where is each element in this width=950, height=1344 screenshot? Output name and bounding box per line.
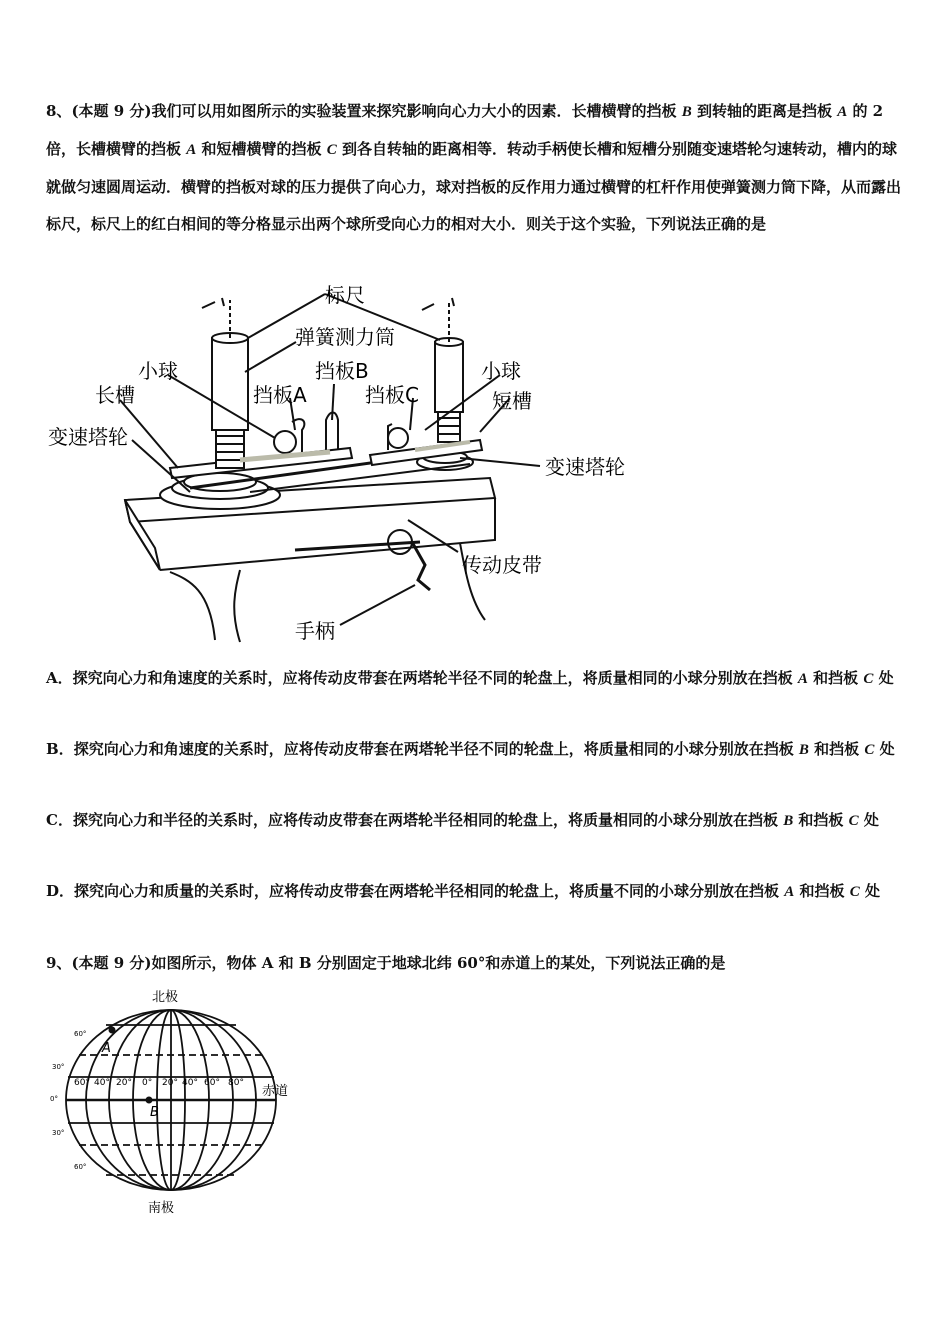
stem-text: 我们可以用如图所示的实验装置来探究影响向心力大小的因素．长槽横臂的挡板 bbox=[151, 102, 682, 120]
label-xiaoqiu-left: 小球 bbox=[138, 359, 178, 383]
option-text: ．探究向心力和角速度的关系时，应将传动皮带套在两塔轮半径不同的轮盘上，将质量相同的小球分别放在挡板 bbox=[58, 740, 799, 758]
option-text: 和挡板 bbox=[794, 882, 850, 900]
label-changcao: 长槽 bbox=[95, 383, 135, 407]
option-letter: B bbox=[46, 740, 59, 758]
label-lon-60e: 60° bbox=[204, 1078, 220, 1088]
label-lon-40e: 40° bbox=[182, 1078, 198, 1088]
option-text: 处 bbox=[859, 882, 880, 900]
label-talun-right: 变速塔轮 bbox=[545, 455, 625, 479]
label-lon-80e: 80° bbox=[228, 1078, 244, 1088]
label-north: 北极 bbox=[152, 990, 179, 1005]
label-lon-0: 0° bbox=[142, 1078, 153, 1088]
label-lat30s: 30° bbox=[52, 1129, 65, 1137]
label-shoubing: 手柄 bbox=[295, 619, 335, 643]
label-lon-20e: 20° bbox=[162, 1078, 178, 1088]
option-text: ．探究向心力和质量的关系时，应将传动皮带套在两塔轮半径相同的轮盘上，将质量不同的小球分别放在挡板 bbox=[59, 882, 785, 900]
point-a-dot bbox=[109, 1027, 116, 1034]
label-lon-60w: 60° bbox=[74, 1078, 90, 1088]
var-B: B bbox=[681, 104, 692, 120]
option-a[interactable] bbox=[46, 660, 908, 697]
question-number: 9、 bbox=[46, 954, 72, 972]
label-xiaoqiu-right: 小球 bbox=[481, 359, 521, 383]
option-var: B bbox=[783, 813, 794, 829]
option-text: 处 bbox=[874, 740, 895, 758]
label-pidai: 传动皮带 bbox=[462, 553, 542, 577]
question-number: 8、 bbox=[46, 102, 72, 120]
point-b-dot bbox=[146, 1097, 153, 1104]
option-text: 处 bbox=[858, 811, 879, 829]
var-A: A bbox=[186, 142, 197, 158]
option-var: A bbox=[797, 671, 808, 687]
option-text: 和挡板 bbox=[808, 740, 865, 758]
var-A: A bbox=[837, 104, 848, 120]
centripetal-apparatus-figure bbox=[40, 280, 660, 650]
stem-text: 的 2 倍，长槽横臂的挡板 bbox=[46, 102, 884, 158]
option-letter: C bbox=[46, 811, 58, 829]
option-text: 处 bbox=[873, 669, 894, 687]
option-text: 和挡板 bbox=[793, 811, 849, 829]
option-text: ．探究向心力和角速度的关系时，应将传动皮带套在两塔轮半径不同的轮盘上，将质量相同的小球分别放在挡板 bbox=[57, 669, 798, 687]
label-point-a: A bbox=[102, 1041, 111, 1056]
label-equator: 赤道 bbox=[262, 1084, 289, 1099]
label-dangban-b: 挡板B bbox=[315, 359, 369, 383]
option-letter: D bbox=[46, 882, 60, 900]
label-biaochi: 标尺 bbox=[325, 283, 365, 307]
label-duancao: 短槽 bbox=[492, 389, 532, 413]
question-points: (本题 9 分) bbox=[71, 954, 152, 972]
option-text: 和挡板 bbox=[807, 669, 864, 687]
label-lat30n: 30° bbox=[52, 1063, 65, 1071]
stem-text: 到各自转轴的距离相等．转动手柄使长槽和短槽分别随变速塔轮匀速转动，槽内的球就做匀速圆周运动．横臂的挡板对球的压力提供了向心力，球对挡板的反作用力通过横臂的杠杆作用使弹簧测力筒下降，从而露出标尺，标尺上的红白相间的等分格显示出两个球所受向心力的相对大小．则关于这个实验，下列说法正确的是 bbox=[46, 140, 902, 233]
option-var: A bbox=[784, 884, 795, 900]
option-b[interactable] bbox=[46, 731, 908, 768]
option-var: B bbox=[798, 742, 809, 758]
option-var: C bbox=[864, 742, 875, 758]
stem-text: 到转轴的距离是挡板 bbox=[691, 102, 838, 120]
option-c[interactable] bbox=[46, 802, 908, 839]
label-lat60s: 60° bbox=[74, 1163, 87, 1171]
option-letter: A bbox=[46, 669, 58, 687]
option-d[interactable] bbox=[46, 873, 908, 910]
label-lon-20w: 20° bbox=[116, 1078, 132, 1088]
label-lon-40w: 40° bbox=[94, 1078, 110, 1088]
label-lat0: 0° bbox=[50, 1095, 58, 1103]
label-lat60n: 60° bbox=[74, 1030, 87, 1038]
option-text: ．探究向心力和半径的关系时，应将传动皮带套在两塔轮半径相同的轮盘上，将质量相同的小球分别放在挡板 bbox=[57, 811, 784, 829]
label-dangban-a: 挡板A bbox=[253, 383, 307, 407]
var-C: C bbox=[326, 142, 337, 158]
label-tanhuang: 弹簧测力筒 bbox=[295, 325, 395, 349]
globe-figure bbox=[44, 985, 304, 1215]
option-var: C bbox=[848, 813, 859, 829]
label-talun-left: 变速塔轮 bbox=[48, 425, 128, 449]
label-south: 南极 bbox=[148, 1201, 175, 1215]
option-var: C bbox=[849, 884, 860, 900]
option-var: C bbox=[863, 671, 874, 687]
stem-text: 如图所示，物体 A 和 B 分别固定于地球北纬 60°和赤道上的某处，下列说法正确的是 bbox=[151, 954, 726, 972]
stem-text: 和短槽横臂的挡板 bbox=[196, 140, 327, 158]
question-8-stem bbox=[46, 93, 908, 243]
label-dangban-c: 挡板C bbox=[365, 383, 419, 407]
question-9-stem bbox=[46, 945, 908, 982]
question-points: (本题 9 分) bbox=[71, 102, 152, 120]
label-point-b: B bbox=[150, 1105, 159, 1120]
